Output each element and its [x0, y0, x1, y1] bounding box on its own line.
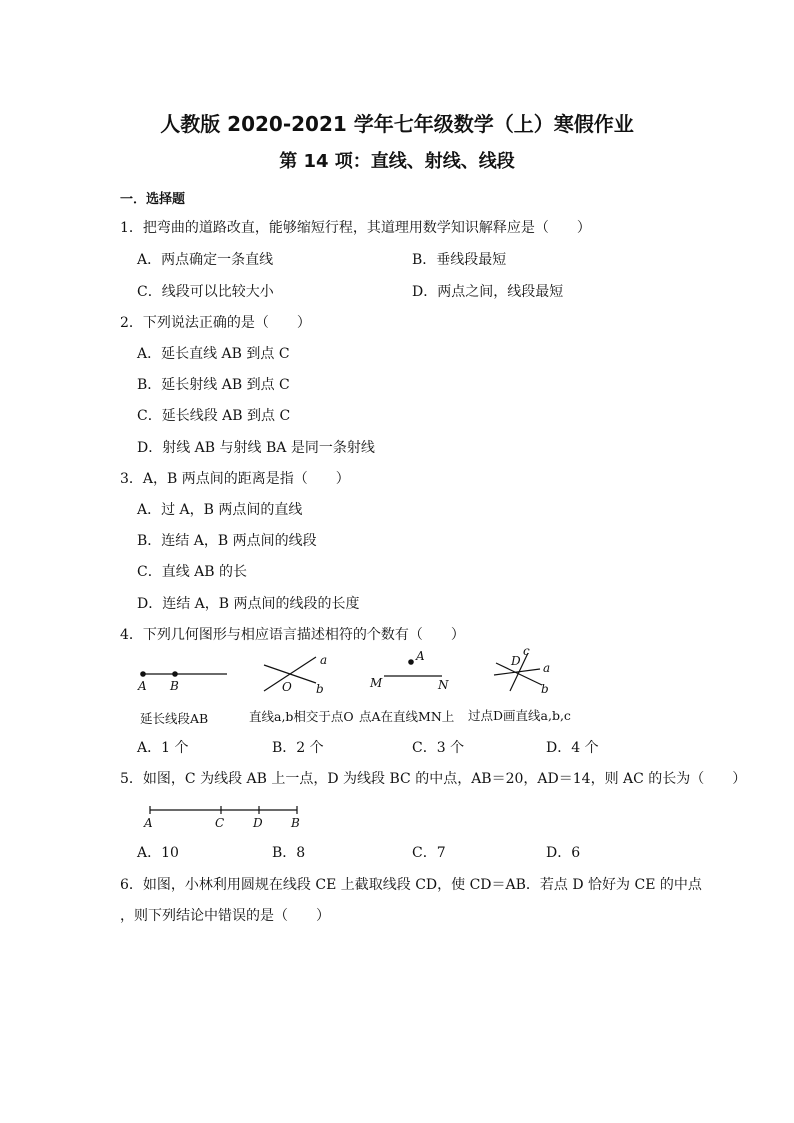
label-a: a	[320, 653, 328, 667]
question-4-stem: 4．下列几何图形与相应语言描述相符的个数有（ ）	[120, 627, 465, 643]
question-4-option-a: A．1 个	[137, 740, 189, 756]
page-subtitle: 第 14 项：直线、射线、线段	[279, 151, 515, 172]
question-2-option-d: D．射线 AB 与射线 BA 是同一条射线	[137, 440, 375, 456]
caption-1: 延长线段AB	[140, 711, 209, 726]
caption-3: 点A在直线MN上	[359, 709, 455, 724]
label-c: c	[523, 645, 530, 658]
question-3-option-d: D．连结 A，B 两点间的线段的长度	[137, 596, 360, 612]
question-5-stem: 5．如图，C 为线段 AB 上一点，D 为线段 BC 的中点，AB＝20，AD＝14，则 AC 的长为（ ）	[120, 771, 747, 787]
label-B: B	[170, 679, 179, 693]
question-4-option-c: C．3 个	[412, 740, 465, 756]
question-2-option-c: C．延长线段 AB 到点 C	[137, 408, 291, 424]
question-5-option-a: A．10	[137, 845, 179, 861]
question-4-option-d: D．4 个	[546, 740, 599, 756]
question-5-figure	[135, 800, 315, 830]
label-D: D	[253, 816, 263, 830]
label-B: B	[291, 816, 300, 830]
question-2-option-b: B．延长射线 AB 到点 C	[137, 377, 290, 393]
question-1-option-c: C．线段可以比较大小	[137, 284, 274, 300]
question-5-option-b: B．8	[272, 845, 306, 861]
question-1-option-b: B．垂线段最短	[412, 252, 507, 268]
question-5-option-c: C．7	[412, 845, 446, 861]
figure-intersecting-lines	[264, 653, 327, 696]
caption-4: 过点D画直线a,b,c	[468, 708, 571, 723]
label-C: C	[215, 816, 225, 830]
label-M: M	[370, 676, 383, 690]
label-b: b	[541, 682, 549, 696]
label-b: b	[316, 682, 324, 696]
question-3-stem: 3．A，B 两点间的距离是指（ ）	[120, 471, 350, 487]
section-heading: 一．选择题	[120, 192, 186, 207]
question-1-option-a: A．两点确定一条直线	[137, 252, 274, 268]
question-5-option-d: D．6	[546, 845, 581, 861]
question-1-stem: 1．把弯曲的道路改直，能够缩短行程，其道理用数学知识解释应是（ ）	[120, 220, 591, 236]
figure-segment-ab	[137, 671, 227, 693]
label-N: N	[438, 678, 449, 692]
label-D: D	[511, 654, 521, 668]
figure-three-lines	[494, 645, 550, 696]
label-a: a	[543, 661, 551, 675]
question-6-stem-line-1: 6．如图，小林利用圆规在线段 CE 上截取线段 CD，使 CD＝AB．若点 D 恰好为 CE 的中点	[120, 877, 702, 893]
caption-2: 直线a,b相交于点O	[249, 709, 354, 724]
question-1-option-d: D．两点之间，线段最短	[412, 284, 564, 300]
question-6-stem-line-2: ，则下列结论中错误的是（ ）	[120, 908, 330, 924]
page-title: 人教版 2020-2021 学年七年级数学（上）寒假作业	[160, 112, 634, 136]
question-2-option-a: A．延长直线 AB 到点 C	[137, 346, 290, 362]
figure-line-mn	[369, 649, 449, 692]
label-A: A	[138, 679, 147, 693]
question-3-option-b: B．连结 A，B 两点间的线段	[137, 533, 317, 549]
question-4-figures	[130, 645, 610, 697]
label-O: O	[282, 680, 292, 694]
question-3-option-a: A．过 A，B 两点间的直线	[137, 502, 303, 518]
question-2-stem: 2．下列说法正确的是（ ）	[120, 315, 311, 331]
label-A: A	[416, 649, 425, 663]
question-3-option-c: C．直线 AB 的长	[137, 564, 248, 580]
question-4-option-b: B．2 个	[272, 740, 324, 756]
label-A: A	[144, 816, 153, 830]
